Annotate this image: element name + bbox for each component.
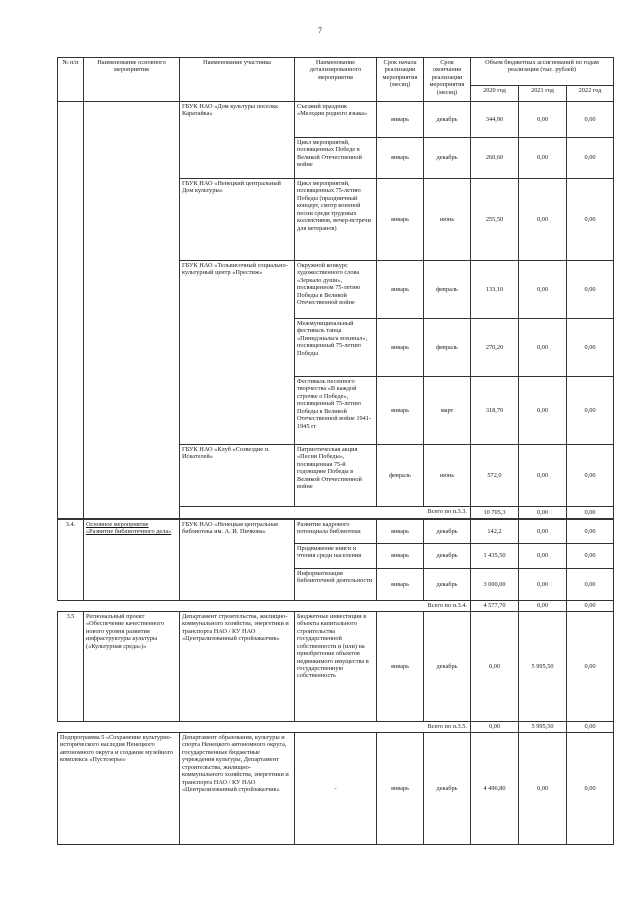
total-2020: 10 705,3 (471, 507, 519, 519)
header-participant: Наименование участника (180, 58, 295, 102)
participant-cell: Департамент образования, культуры и спорта Ненецкого автономного округа, государственные бюджетные учреждения культуры, Департамент строительства, жилищно-коммунального хозяйства, энергетики и транспорта НАО / КУ НАО «Централизованный стройзаказчик» (180, 733, 295, 845)
participant-cell: ГБУК НАО «Клуб «Созвездие п. Искателей» (180, 445, 295, 507)
main-event-cell: Основное мероприятие «Развитие библиотечного дела» (84, 520, 180, 601)
value-2021: 0,00 (519, 319, 567, 377)
participant-cell: ГБУК НАО «Ненецкий центральный Дом культуры» (180, 179, 295, 261)
value-2020: 270,20 (471, 319, 519, 377)
value-2020: 0,00 (471, 612, 519, 722)
value-2022: 0,00 (567, 569, 614, 601)
num-cell-3-3-cont (58, 102, 84, 519)
event-cell: Фестиваль песенного творчества «В каждой строчке о Победе», посвященный 75-летию Победы в Великой Отечественной войне 1941-1945 гг (295, 377, 377, 445)
event-cell: Патриотическая акция «Песни Победы», посвященная 75-й годовщине Победы в Великой Отечественной войне (295, 445, 377, 507)
value-2020: 142,2 (471, 520, 519, 544)
start-cell: январь (377, 612, 424, 722)
header-2020: 2020 год (471, 86, 519, 102)
start-cell: февраль (377, 445, 424, 507)
end-cell: декабрь (424, 102, 471, 138)
header-end: Срок окончания реализации мероприятия (месяц) (424, 58, 471, 102)
value-2022: 0,00 (567, 319, 614, 377)
value-2020: 344,90 (471, 102, 519, 138)
budget-table-continued (57, 519, 614, 845)
event-cell: Развитие кадрового потенциала библиотеки (295, 520, 377, 544)
total-2022: 0,00 (567, 601, 614, 612)
value-2021: 0,00 (519, 377, 567, 445)
end-cell: декабрь (424, 138, 471, 179)
end-cell: декабрь (424, 569, 471, 601)
start-cell: январь (377, 179, 424, 261)
end-cell: февраль (424, 319, 471, 377)
header-main-event: Наименование основного мероприятия (84, 58, 180, 102)
total-label: Всего по п.3.3. (180, 507, 471, 519)
end-cell: декабрь (424, 612, 471, 722)
table-row (58, 612, 614, 722)
budget-table (57, 57, 614, 519)
value-2021: 0,00 (519, 261, 567, 319)
end-cell: декабрь (424, 520, 471, 544)
value-2020: 255,50 (471, 179, 519, 261)
value-2021: 0,00 (519, 569, 567, 601)
start-cell: январь (377, 544, 424, 569)
value-2022: 0,00 (567, 138, 614, 179)
value-2021: 0,00 (519, 520, 567, 544)
total-2022: 0,00 (567, 722, 614, 733)
header-start: Срок начала реализации мероприятия (месяц) (377, 58, 424, 102)
start-cell: январь (377, 733, 424, 845)
header-budget: Объем бюджетных ассигнований по годам реализации (тыс. рублей) (471, 58, 614, 86)
end-cell: июнь (424, 179, 471, 261)
total-2021: 0,00 (519, 601, 567, 612)
num-cell: 3.5 (58, 612, 84, 722)
event-cell: Цикл мероприятий, посвященных Победе в Великой Отечественной войне (295, 138, 377, 179)
total-2021: 0,00 (519, 507, 567, 519)
event-cell: Продвижение книги и чтения среди населения (295, 544, 377, 569)
value-2021: 0,00 (519, 179, 567, 261)
value-2020: 4 496,80 (471, 733, 519, 845)
main-event-cell: Подпрограмма 5 «Сохранение культурно-исторического наследия Ненецкого автономного округа и создание музейного комплекса «Пустозерье» (58, 733, 180, 845)
end-cell: декабрь (424, 544, 471, 569)
value-2020: 260,60 (471, 138, 519, 179)
header-num: № п/п (58, 58, 84, 102)
total-2020: 4 577,70 (471, 601, 519, 612)
value-2022: 0,00 (567, 544, 614, 569)
value-2022: 0,00 (567, 179, 614, 261)
main-event-cell: Региональный проект «Обеспечение качественного нового уровня развития инфраструктуры культуры («Культурная среда»)» (84, 612, 180, 722)
total-row-3-4 (58, 601, 614, 612)
total-label: Всего по п.3.5. (58, 722, 471, 733)
participant-cell: ГБУК НАО «Ненецкая центральная библиотека им. А. И. Пичкова» (180, 520, 295, 601)
table-row (58, 520, 614, 544)
value-2021: 0,00 (519, 138, 567, 179)
value-2022: 0,00 (567, 377, 614, 445)
value-2022: 0,00 (567, 261, 614, 319)
header-2022: 2022 год (567, 86, 614, 102)
total-2022: 0,00 (567, 507, 614, 519)
participant-cell: ГБУК НАО «Тельвисочный социально-культурный центр «Престиж» (180, 261, 295, 445)
event-cell: Цикл мероприятий, посвященных 75-летию Победы (праздничный концерт, смотр военной песни среди трудовых коллективов, вечер-встречи для ветеранов) (295, 179, 377, 261)
value-2020: 133,10 (471, 261, 519, 319)
total-2020: 0,00 (471, 722, 519, 733)
event-cell: Бюджетные инвестиции в объекты капитального строительства государственной собственности и (или) на приобретение объектов недвижимого имущества в государственную собственность (295, 612, 377, 722)
value-2022: 0,00 (567, 102, 614, 138)
event-cell: Межмуниципальный фестиваль танца «Пинидэнальга мэхинал», посвященный 75-летию Победы (295, 319, 377, 377)
total-row-3-5 (58, 722, 614, 733)
value-2021: 0,00 (519, 102, 567, 138)
header-2021: 2021 год (519, 86, 567, 102)
num-cell: 3.4. (58, 520, 84, 601)
total-2021: 5 995,50 (519, 722, 567, 733)
start-cell: январь (377, 569, 424, 601)
start-cell: январь (377, 261, 424, 319)
table-row (58, 102, 614, 138)
end-cell: февраль (424, 261, 471, 319)
value-2021: 0,00 (519, 445, 567, 507)
event-cell: Съезжий праздник «Мелодия родного языка» (295, 102, 377, 138)
event-cell: Окружной конкурс художественного слова «Зеркало души», посвященном 75-летию Победы в Великой Отечественной войне (295, 261, 377, 319)
table-row (58, 733, 614, 845)
start-cell: январь (377, 377, 424, 445)
header-detail-event: Наименование детализированного мероприятия (295, 58, 377, 102)
value-2021: 5 995,50 (519, 612, 567, 722)
value-2022: 0,00 (567, 733, 614, 845)
participant-cell: Департамент строительства, жилищно-коммунального хозяйства, энергетики и транспорта НАО / КУ НАО «Централизованный стройзаказчик» (180, 612, 295, 722)
end-cell: март (424, 377, 471, 445)
value-2020: 572,0 (471, 445, 519, 507)
start-cell: январь (377, 319, 424, 377)
page-number: 7 (318, 26, 322, 35)
value-2020: 318,70 (471, 377, 519, 445)
event-cell: - (295, 733, 377, 845)
total-label: Всего по п.3.4. (58, 601, 471, 612)
value-2022: 0,00 (567, 445, 614, 507)
end-cell: декабрь (424, 733, 471, 845)
start-cell: январь (377, 138, 424, 179)
value-2022: 0,00 (567, 520, 614, 544)
value-2020: 3 000,00 (471, 569, 519, 601)
start-cell: январь (377, 520, 424, 544)
event-cell: Информатизация библиотечной деятельности (295, 569, 377, 601)
participant-cell: ГБУК НАО «Дом культуры поселка Каратайка» (180, 102, 295, 179)
end-cell: июнь (424, 445, 471, 507)
value-2021: 0,00 (519, 544, 567, 569)
value-2021: 0,00 (519, 733, 567, 845)
value-2020: 1 435,50 (471, 544, 519, 569)
value-2022: 0,00 (567, 612, 614, 722)
start-cell: январь (377, 102, 424, 138)
main-event-cell-3-3-cont (84, 102, 180, 519)
